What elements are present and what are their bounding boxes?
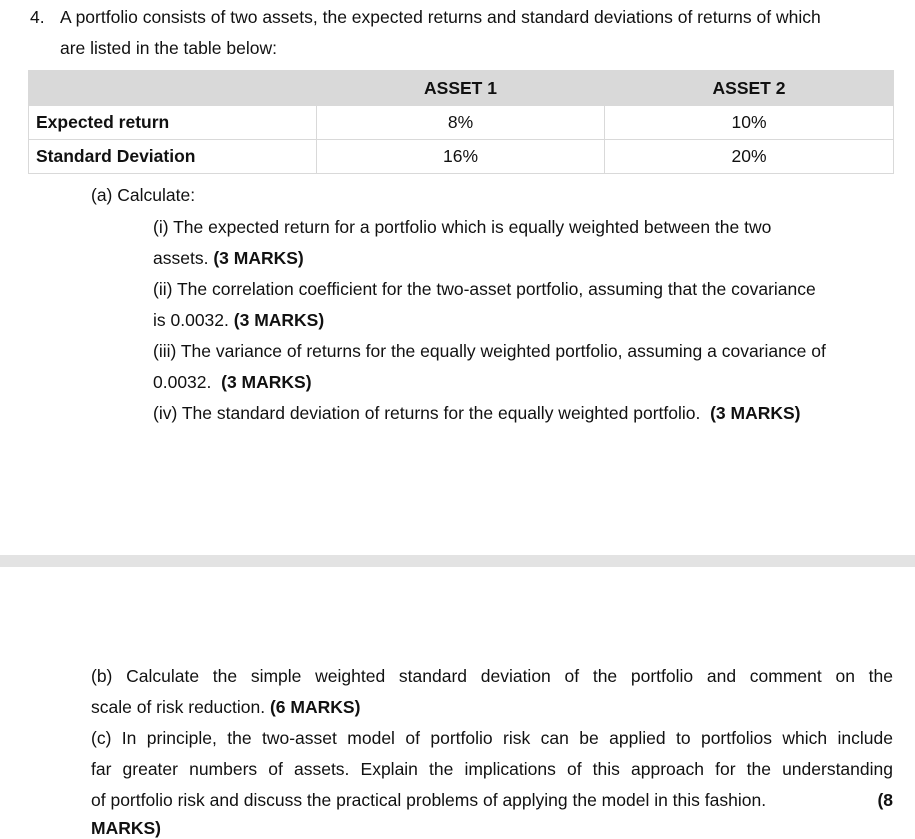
table-header-blank — [29, 71, 317, 106]
table-cell: 10% — [605, 106, 894, 140]
part-a-item-line — [153, 372, 312, 393]
question-intro-line: A portfolio consists of two assets, the expected returns and standard deviations of returns of which — [60, 7, 821, 27]
part-a-item-line — [153, 310, 324, 331]
table-row — [29, 106, 894, 140]
table-cell: 16% — [317, 140, 605, 174]
marks-label: (8 — [877, 790, 893, 810]
question-intro-line: are listed in the table below: — [60, 38, 277, 58]
part-a-item-text: assets. — [153, 248, 209, 268]
marks-label: (6 MARKS) — [269, 697, 361, 717]
table-row-label: Expected return — [29, 106, 317, 140]
part-c-text: of portfolio risk and discuss the practical problems of applying the model in this fashion. — [91, 790, 767, 810]
part-a-item-line: (i) The expected return for a portfolio which is equally weighted between the two — [153, 217, 772, 237]
part-b-line: (b) Calculate the simple weighted standard deviation of the portfolio and comment on the — [91, 666, 893, 686]
part-a-item-line: (iii) The variance of returns for the equally weighted portfolio, assuming a covariance of — [153, 341, 826, 361]
part-c-line: far greater numbers of assets. Explain the implications of this approach for the understanding — [91, 759, 893, 779]
page-break-divider — [0, 555, 915, 567]
marks-label: (3 MARKS) — [213, 248, 304, 268]
table-header-asset1: ASSET 1 — [317, 71, 605, 106]
marks-label: (3 MARKS) — [221, 372, 312, 392]
part-a-item-text: 0.0032. — [153, 372, 212, 392]
marks-label: MARKS) — [91, 818, 161, 838]
marks-label: (3 MARKS) — [710, 403, 801, 423]
part-b-line — [91, 697, 360, 718]
part-a-item-line: (ii) The correlation coefficient for the two-asset portfolio, assuming that the covariance — [153, 279, 816, 299]
part-c-line — [91, 790, 893, 811]
table-row — [29, 140, 894, 174]
part-a-heading: (a) Calculate: — [91, 185, 196, 205]
asset-table — [28, 70, 894, 174]
part-b-text: scale of risk reduction. — [91, 697, 266, 717]
table-cell: 8% — [317, 106, 605, 140]
table-cell: 20% — [605, 140, 894, 174]
part-a-item-text: is 0.0032. — [153, 310, 229, 330]
table-row-label: Standard Deviation — [29, 140, 317, 174]
part-a-item-text: (iv) The standard deviation of returns for the equally weighted portfolio. — [153, 403, 701, 423]
question-number: 4. — [30, 7, 45, 27]
table-header-asset2: ASSET 2 — [605, 71, 894, 106]
part-a-item-line — [153, 403, 801, 424]
part-a-item-line — [153, 248, 304, 269]
marks-label: (3 MARKS) — [233, 310, 325, 330]
part-c-line: (c) In principle, the two-asset model of portfolio risk can be applied to portfolios which include — [91, 728, 893, 748]
table-header-row — [29, 71, 894, 106]
